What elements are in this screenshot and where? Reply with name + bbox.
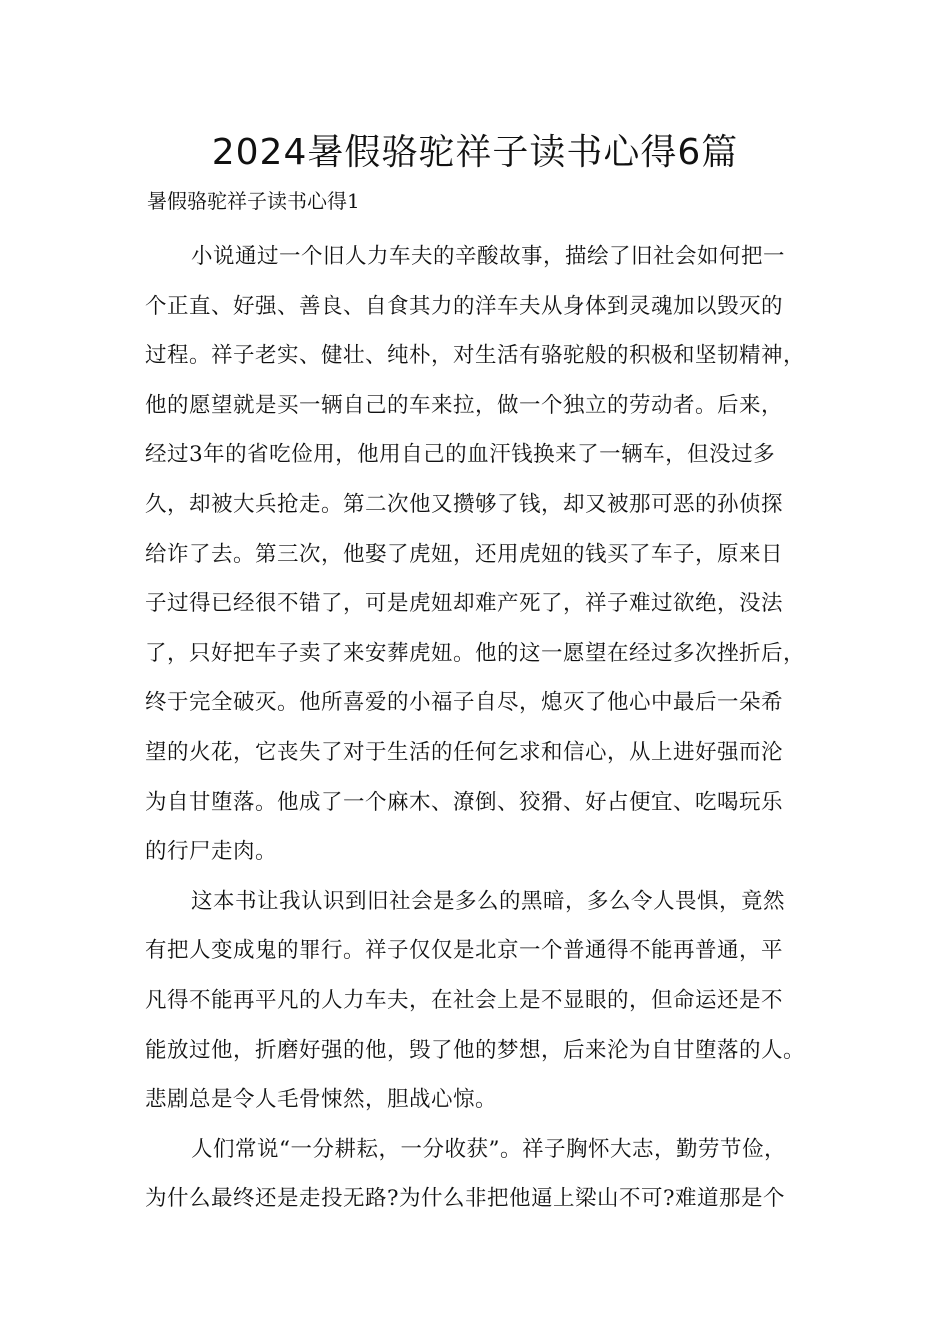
body-text bbox=[145, 232, 835, 1224]
text-line: 久，却被大兵抢走。第二次他又攒够了钱，却又被那可恶的孙侦探 bbox=[145, 491, 784, 517]
text-line: 人们常说“一分耕耘，一分收获”。祥子胸怀大志，勤劳节俭， bbox=[191, 1136, 786, 1162]
text-line: 为什么最终还是走投无路?为什么非把他逼上梁山不可?难道那是个 bbox=[145, 1186, 786, 1212]
text-line: 经过3年的省吃俭用，他用自己的血汗钱换来了一辆车，但没过多 bbox=[145, 442, 776, 468]
text-line: 这本书让我认识到旧社会是多么的黑暗，多么令人畏惧，竟然 bbox=[191, 888, 786, 914]
document-title: 2024暑假骆驼祥子读书心得6篇 bbox=[211, 132, 739, 173]
text-line: 他的愿望就是买一辆自己的车来拉，做一个独立的劳动者。后来， bbox=[145, 392, 784, 418]
text-line: 终于完全破灭。他所喜爱的小福子自尽，熄灭了他心中最后一朵希 bbox=[145, 690, 784, 716]
section-heading: 暑假骆驼祥子读书心得1 bbox=[147, 189, 360, 213]
text-line: 个正直、好强、善良、自食其力的洋车夫从身体到灵魂加以毁灭的 bbox=[145, 293, 784, 319]
text-line: 凡得不能再平凡的人力车夫，在社会上是不显眼的，但命运还是不 bbox=[145, 987, 784, 1013]
text-line: 的行尸走肉。 bbox=[145, 839, 278, 865]
text-line: 了，只好把车子卖了来安葬虎妞。他的这一愿望在经过多次挫折后， bbox=[145, 640, 806, 666]
text-line: 能放过他，折磨好强的他，毁了他的梦想，后来沦为自甘堕落的人。 bbox=[145, 1037, 806, 1063]
text-line: 望的火花，它丧失了对于生活的任何乞求和信心，从上进好强而沦 bbox=[145, 739, 784, 765]
text-line: 有把人变成鬼的罪行。祥子仅仅是北京一个普通得不能再普通，平 bbox=[145, 938, 784, 964]
text-line: 悲剧总是令人毛骨悚然，胆战心惊。 bbox=[145, 1087, 498, 1113]
text-line: 子过得已经很不错了，可是虎妞却难产死了，祥子难过欲绝，没法 bbox=[145, 591, 784, 617]
text-line: 过程。祥子老实、健壮、纯朴，对生活有骆驼般的积极和坚韧精神， bbox=[145, 343, 806, 369]
text-line: 为自甘堕落。他成了一个麻木、潦倒、狡猾、好占便宜、吃喝玩乐 bbox=[145, 789, 784, 815]
text-line: 给诈了去。第三次，他娶了虎妞，还用虎妞的钱买了车子，原来日 bbox=[145, 541, 784, 567]
text-line: 小说通过一个旧人力车夫的辛酸故事，描绘了旧社会如何把一 bbox=[191, 244, 786, 269]
